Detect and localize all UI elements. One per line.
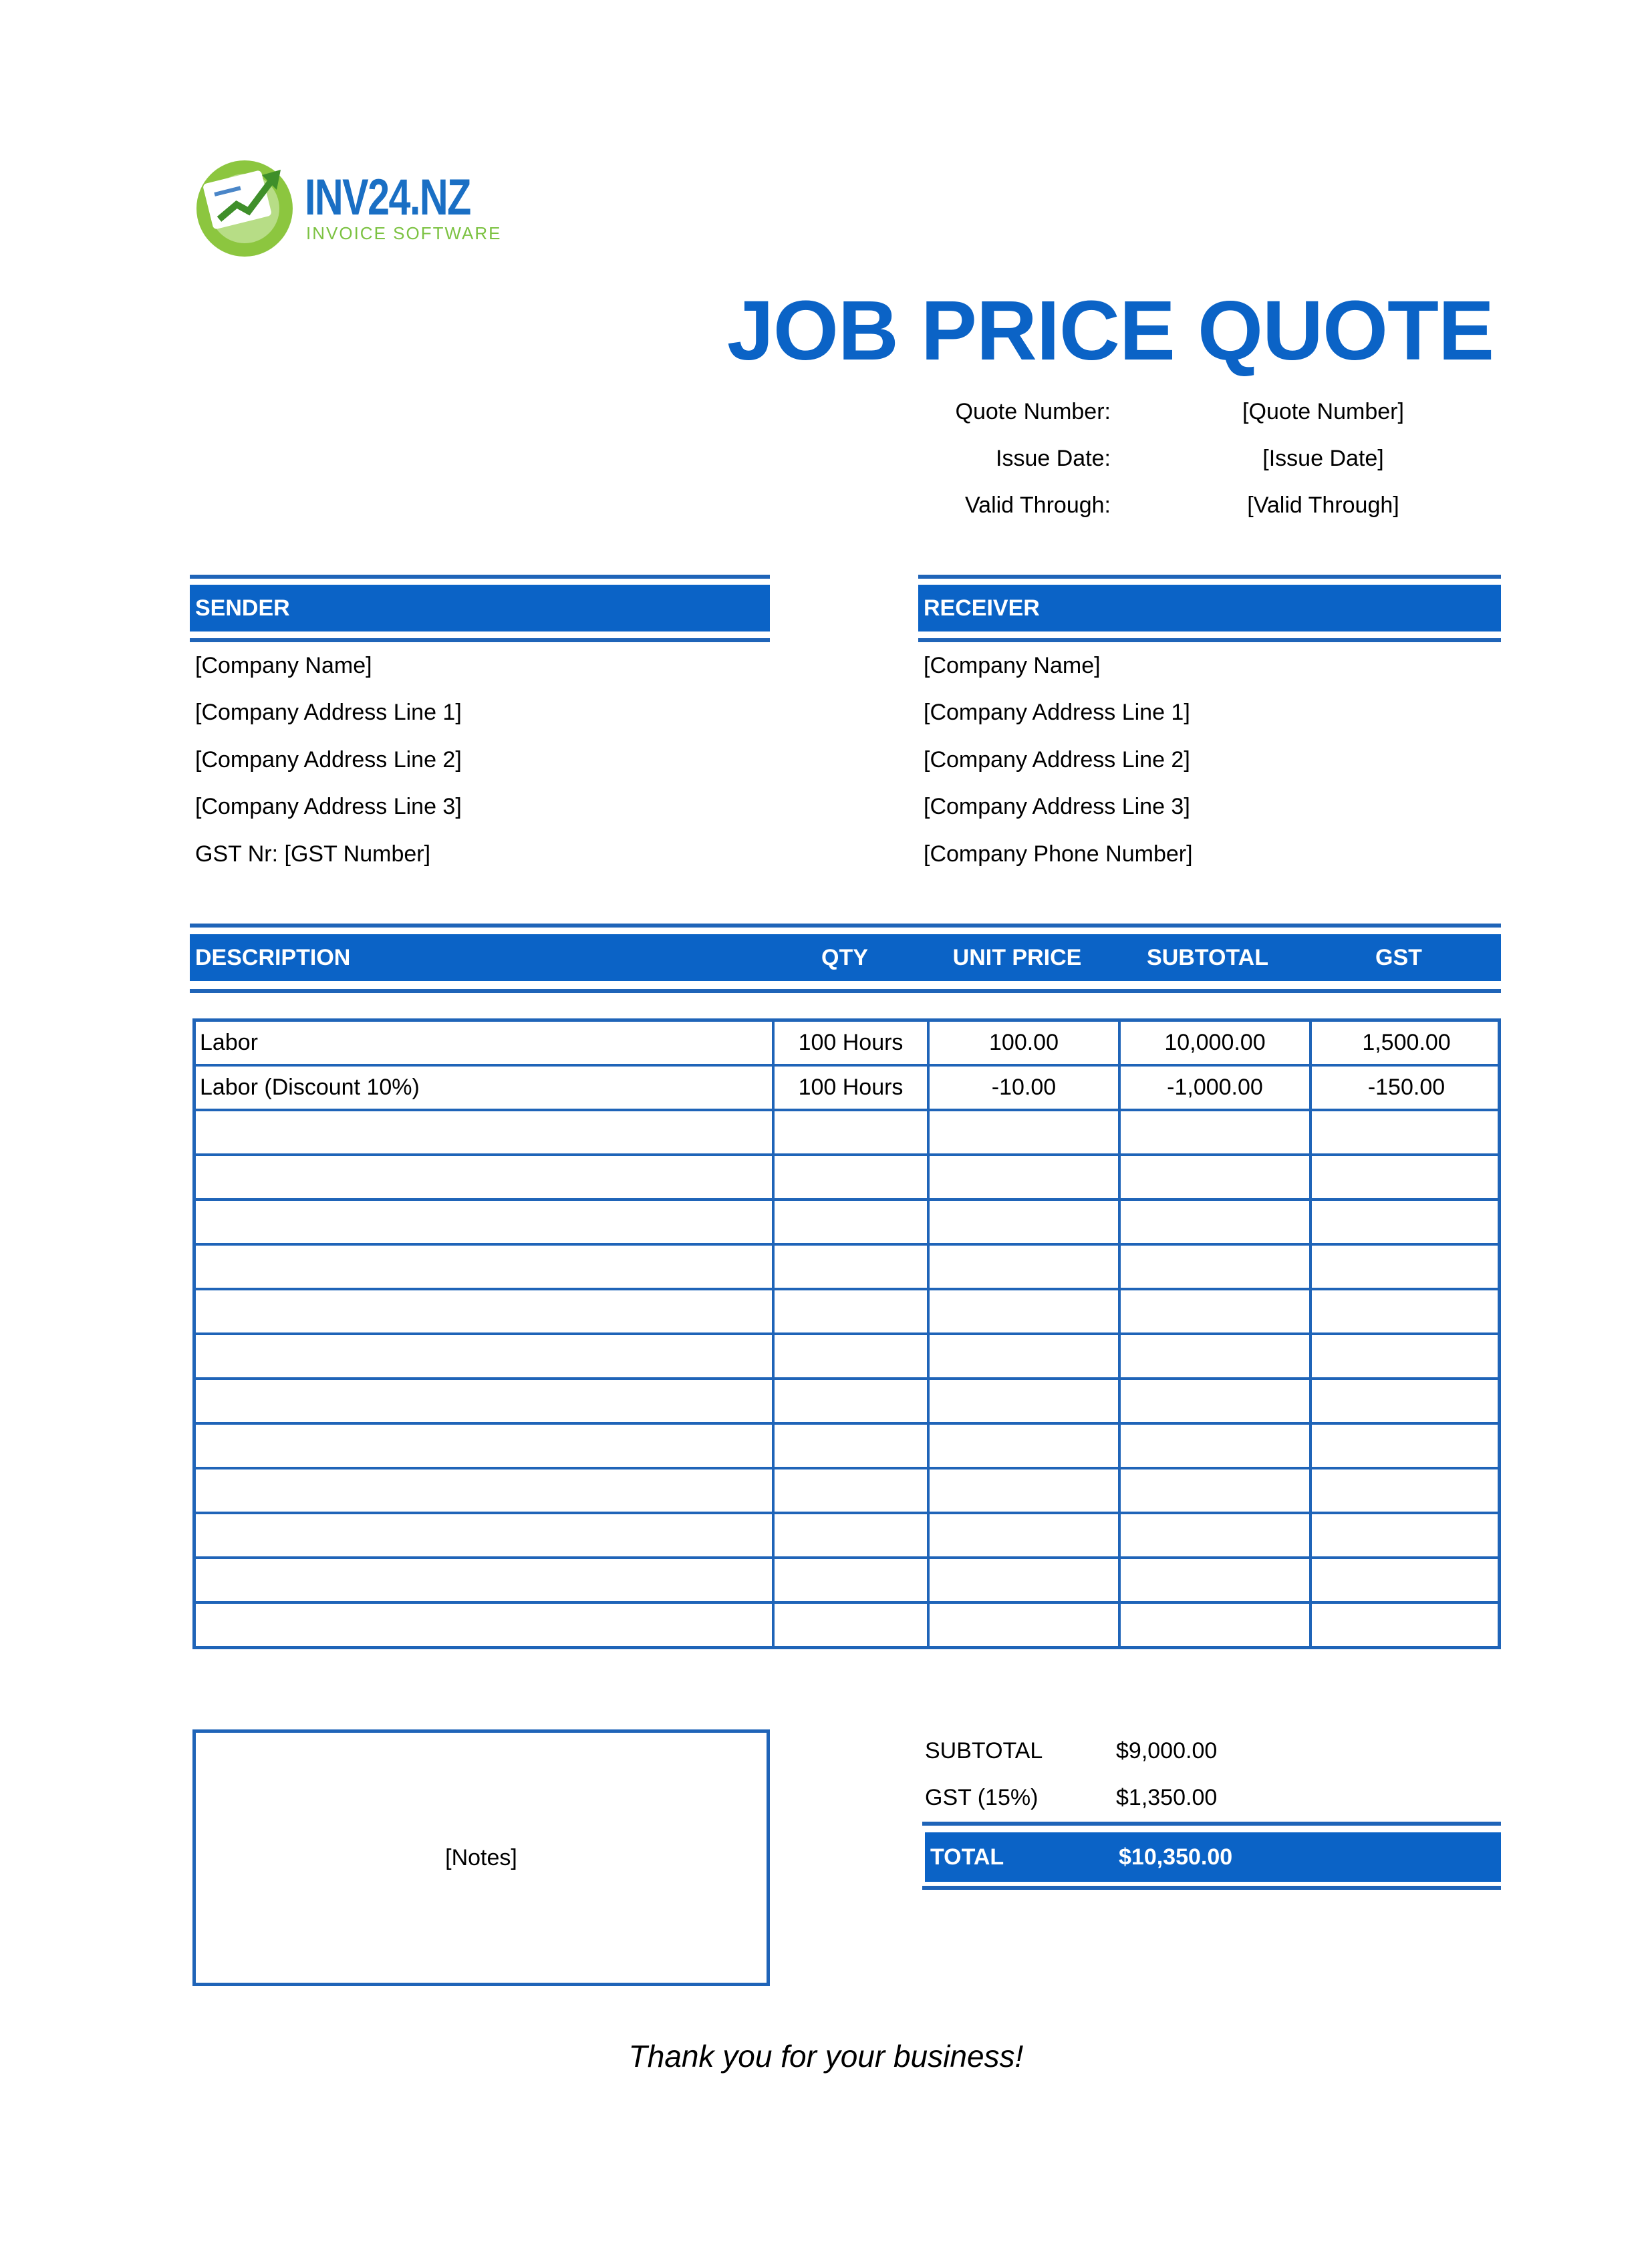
cell-qty[interactable]: 100 Hours [773, 1065, 928, 1110]
sender-address-line-2: [Company Address Line 2] [195, 747, 462, 772]
total-band [925, 1832, 1501, 1882]
cell-unit-price[interactable] [928, 1244, 1119, 1289]
sender-company-name: [Company Name] [195, 653, 372, 678]
thank-you-message: Thank you for your business! [628, 2039, 1024, 2074]
total-top-rule [922, 1822, 1501, 1826]
company-logo [192, 152, 507, 259]
receiver-address-line-3: [Company Address Line 3] [924, 794, 1190, 819]
cell-gst[interactable] [1311, 1513, 1501, 1558]
cell-description[interactable] [196, 1513, 773, 1558]
table-row [196, 1022, 1501, 1065]
quote-number-value: [Quote Number] [1242, 399, 1404, 424]
cell-description[interactable] [196, 1423, 773, 1468]
cell-subtotal[interactable]: 10,000.00 [1119, 1022, 1311, 1065]
cell-unit-price[interactable] [928, 1602, 1119, 1646]
cell-qty[interactable] [773, 1200, 928, 1244]
cell-subtotal[interactable] [1119, 1155, 1311, 1200]
cell-qty[interactable] [773, 1155, 928, 1200]
cell-gst[interactable] [1311, 1110, 1501, 1155]
table-row [196, 1602, 1501, 1646]
cell-gst[interactable] [1311, 1289, 1501, 1334]
cell-subtotal[interactable] [1119, 1200, 1311, 1244]
cell-gst[interactable]: 1,500.00 [1311, 1022, 1501, 1065]
cell-gst[interactable] [1311, 1423, 1501, 1468]
table-row [196, 1155, 1501, 1200]
cell-unit-price[interactable] [928, 1155, 1119, 1200]
cell-subtotal[interactable] [1119, 1558, 1311, 1602]
total-label: TOTAL [930, 1844, 1004, 1870]
cell-description[interactable] [196, 1602, 773, 1646]
cell-gst[interactable]: -150.00 [1311, 1065, 1501, 1110]
cell-unit-price[interactable]: 100.00 [928, 1022, 1119, 1065]
cell-description[interactable] [196, 1244, 773, 1289]
receiver-address-line-1: [Company Address Line 1] [924, 700, 1190, 725]
gst-value: $1,350.00 [1116, 1785, 1218, 1810]
document-title: JOB PRICE QUOTE [726, 283, 1494, 378]
cell-unit-price[interactable] [928, 1513, 1119, 1558]
cell-subtotal[interactable] [1119, 1334, 1311, 1379]
notes-text: [Notes] [445, 1844, 517, 1870]
cell-gst[interactable] [1311, 1558, 1501, 1602]
cell-gst[interactable] [1311, 1379, 1501, 1423]
valid-through-value: [Valid Through] [1247, 493, 1399, 518]
cell-unit-price[interactable] [928, 1558, 1119, 1602]
cell-unit-price[interactable] [928, 1200, 1119, 1244]
cell-unit-price[interactable] [928, 1289, 1119, 1334]
cell-subtotal[interactable] [1119, 1468, 1311, 1513]
cell-unit-price[interactable] [928, 1468, 1119, 1513]
total-value: $10,350.00 [1119, 1844, 1233, 1870]
cell-subtotal[interactable] [1119, 1423, 1311, 1468]
subtotal-value: $9,000.00 [1116, 1738, 1218, 1764]
cell-gst[interactable] [1311, 1155, 1501, 1200]
receiver-address-line-2: [Company Address Line 2] [924, 747, 1190, 772]
cell-qty[interactable] [773, 1379, 928, 1423]
sender-address-line-3: [Company Address Line 3] [195, 794, 462, 819]
cell-unit-price[interactable] [928, 1334, 1119, 1379]
sender-top-rule [190, 575, 770, 579]
cell-subtotal[interactable] [1119, 1289, 1311, 1334]
cell-unit-price[interactable] [928, 1110, 1119, 1155]
cell-subtotal[interactable] [1119, 1110, 1311, 1155]
header-qty: QTY [821, 945, 868, 970]
valid-through-label: Valid Through: [965, 493, 1111, 518]
logo-emblem-icon [192, 152, 299, 259]
cell-qty[interactable] [773, 1289, 928, 1334]
logo-tagline: INVOICE SOFTWARE [306, 223, 502, 243]
items-table [192, 1018, 1501, 1649]
cell-qty[interactable]: 100 Hours [773, 1022, 928, 1065]
cell-gst[interactable] [1311, 1334, 1501, 1379]
cell-gst[interactable] [1311, 1200, 1501, 1244]
receiver-phone-number: [Company Phone Number] [924, 841, 1193, 867]
table-row [196, 1513, 1501, 1558]
cell-description[interactable] [196, 1289, 773, 1334]
items-header-band [190, 934, 1501, 981]
table-row [196, 1110, 1501, 1155]
table-row [196, 1289, 1501, 1334]
items-header-bottom-rule [190, 989, 1501, 993]
cell-subtotal[interactable] [1119, 1602, 1311, 1646]
receiver-company-name: [Company Name] [924, 653, 1101, 678]
sender-heading: SENDER [190, 585, 770, 631]
cell-gst[interactable] [1311, 1602, 1501, 1646]
gst-label: GST (15%) [925, 1785, 1039, 1810]
header-description: DESCRIPTION [195, 945, 351, 970]
cell-qty[interactable] [773, 1513, 928, 1558]
notes-box[interactable] [192, 1729, 770, 1986]
header-subtotal: SUBTOTAL [1147, 945, 1268, 970]
cell-qty[interactable] [773, 1334, 928, 1379]
logo-brand-text: INV24.NZ [305, 169, 470, 226]
header-unit-price: UNIT PRICE [952, 945, 1082, 970]
cell-description[interactable] [196, 1155, 773, 1200]
header-gst: GST [1375, 945, 1422, 970]
table-row [196, 1423, 1501, 1468]
table-row [196, 1558, 1501, 1602]
cell-qty[interactable] [773, 1602, 928, 1646]
issue-date-value: [Issue Date] [1262, 446, 1384, 471]
total-bottom-rule [922, 1886, 1501, 1890]
cell-description[interactable] [196, 1110, 773, 1155]
cell-subtotal[interactable] [1119, 1379, 1311, 1423]
table-row [196, 1379, 1501, 1423]
cell-description[interactable] [196, 1379, 773, 1423]
cell-qty[interactable] [773, 1468, 928, 1513]
table-row [196, 1468, 1501, 1513]
table-row [196, 1244, 1501, 1289]
cell-description[interactable]: Labor (Discount 10%) [196, 1065, 773, 1110]
cell-qty[interactable] [773, 1244, 928, 1289]
cell-subtotal[interactable] [1119, 1244, 1311, 1289]
receiver-top-rule [918, 575, 1501, 579]
quote-number-label: Quote Number: [955, 399, 1111, 424]
cell-description[interactable] [196, 1558, 773, 1602]
cell-unit-price[interactable] [928, 1379, 1119, 1423]
cell-gst[interactable] [1311, 1468, 1501, 1513]
receiver-bottom-rule [918, 638, 1501, 642]
cell-qty[interactable] [773, 1110, 928, 1155]
sender-address-line-1: [Company Address Line 1] [195, 700, 462, 725]
cell-subtotal[interactable] [1119, 1513, 1311, 1558]
cell-unit-price[interactable] [928, 1423, 1119, 1468]
items-header-top-rule [190, 924, 1501, 928]
cell-gst[interactable] [1311, 1244, 1501, 1289]
cell-description[interactable]: Labor [196, 1022, 773, 1065]
cell-description[interactable] [196, 1468, 773, 1513]
issue-date-label: Issue Date: [996, 446, 1111, 471]
cell-description[interactable] [196, 1334, 773, 1379]
table-row [196, 1334, 1501, 1379]
sender-bottom-rule [190, 638, 770, 642]
cell-unit-price[interactable]: -10.00 [928, 1065, 1119, 1110]
cell-subtotal[interactable]: -1,000.00 [1119, 1065, 1311, 1110]
receiver-heading: RECEIVER [918, 585, 1501, 631]
cell-qty[interactable] [773, 1423, 928, 1468]
table-row [196, 1200, 1501, 1244]
subtotal-label: SUBTOTAL [925, 1738, 1043, 1764]
cell-description[interactable] [196, 1200, 773, 1244]
table-row [196, 1065, 1501, 1110]
cell-qty[interactable] [773, 1558, 928, 1602]
sender-gst-number: GST Nr: [GST Number] [195, 841, 431, 867]
